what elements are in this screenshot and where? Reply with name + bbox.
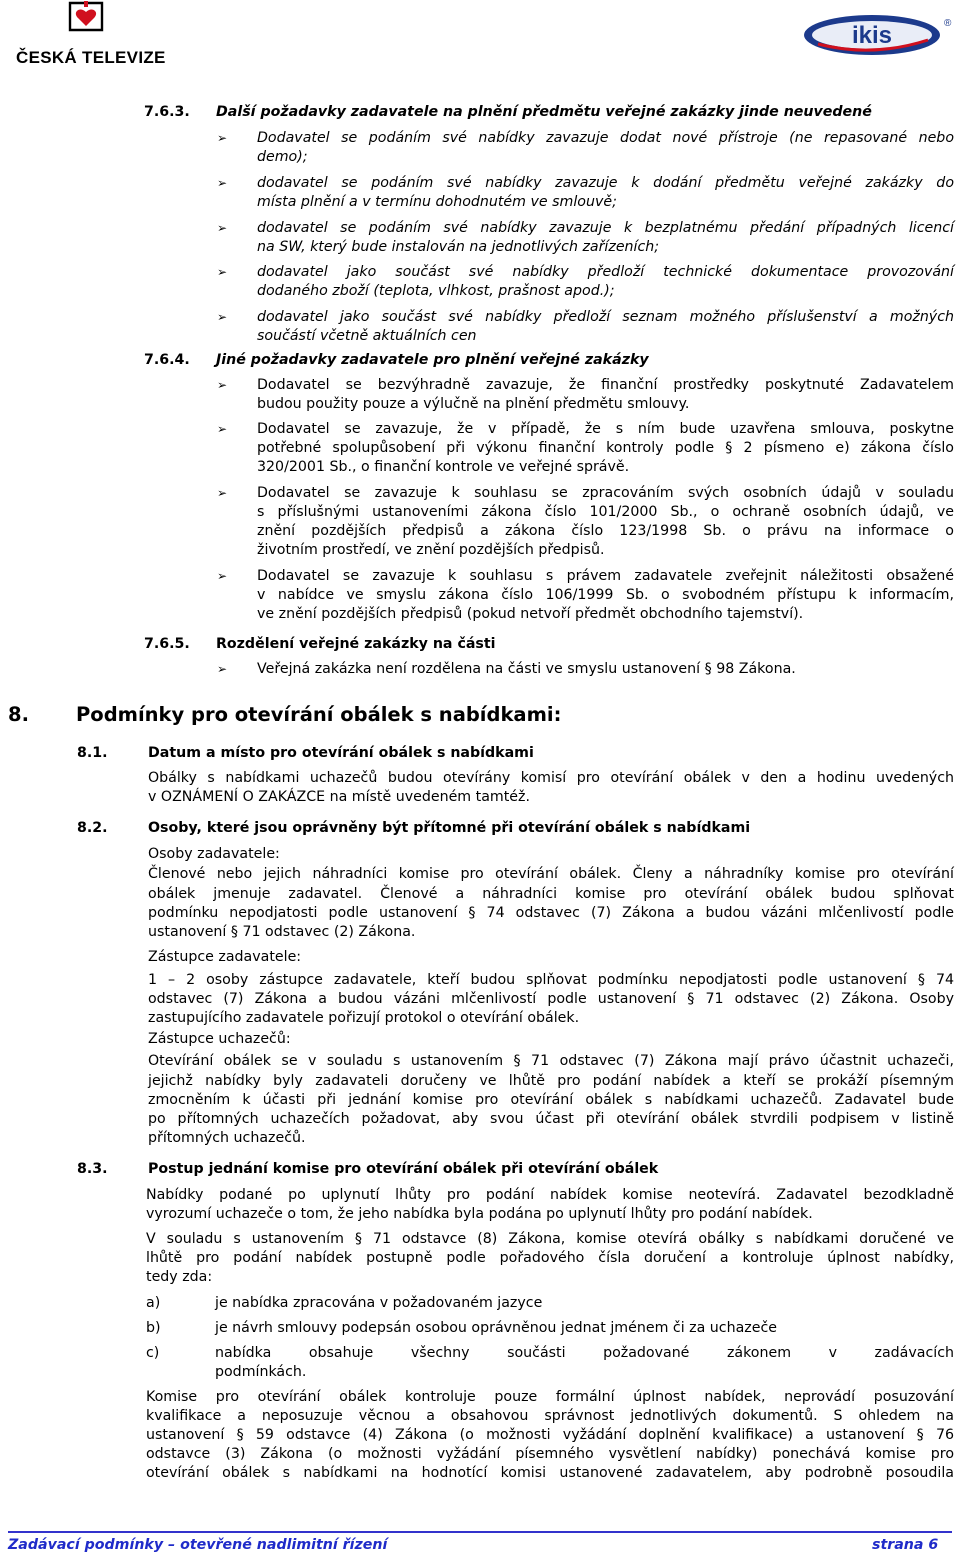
text-line: dodavatel jako součást své nabídky předloží seznam možného příslušenství a možných [257, 309, 954, 325]
text-line: podmínku nepodjatosti podle ustanovení § 74 odstavec (7) Zákona a budou vázáni mlčenlivostí podle [148, 905, 954, 921]
text-line: Další požadavky zadavatele na plnění předmětu veřejné zakázky jinde neuvedené [216, 104, 872, 120]
bullet-arrow-icon: ➢ [217, 569, 228, 583]
text-line: Členové nebo jejich náhradníci komise pro otevírání obálek. Členy a náhradníky komise pro otevírání [148, 866, 954, 882]
text-line: 320/2001 Sb., o finanční kontrole ve veřejné správě. [257, 459, 630, 475]
text-line: součástí včetně aktuálních cen [257, 328, 477, 344]
text-line: Zástupce zadavatele: [148, 949, 302, 965]
text-line: zastupujícího zadavatele pořizují protokol o otevírání obálek. [148, 1010, 580, 1026]
ceska-televize-logo-text: ČESKÁ TELEVIZE [16, 48, 166, 67]
text-line: demo); [257, 149, 308, 165]
bullet-arrow-icon: ➢ [217, 176, 228, 190]
text-line: na SW, který bude instalován na jednotlivých zařízeních; [257, 239, 660, 255]
text-line: znění pozdějších předpisů a zákona číslo 123/1998 Sb. o právu na informace o [257, 523, 954, 539]
bullet-arrow-icon: ➢ [217, 310, 228, 324]
text-line: Zástupce uchazečů: [148, 1031, 291, 1047]
text-line: místa plnění a v termínu dohodnutém ve smlouvě; [257, 194, 617, 210]
text-line: a) [146, 1295, 161, 1311]
bullet-arrow-icon: ➢ [217, 422, 228, 436]
ceska-televize-logo-icon [66, 0, 106, 42]
text-line: zmocněním k účasti při jednání komise pro otevírání obálek s nabídkami uchazečů. Zadavatel bude [148, 1092, 954, 1108]
text-line: ustanovení § 59 odstavce (4) Zákona (o možnosti vyžádání doplnění kvalifikace) a ustanovení § 76 [146, 1427, 954, 1443]
text-line: Rozdělení veřejné zakázky na části [216, 636, 496, 652]
text-line: otevírání obálek s nabídkami na hodnotící komisi ustanovené zadavatelem, aby podrobně posoudila [146, 1465, 954, 1481]
text-line: s příslušnými ustanoveními zákona číslo 101/2000 Sb., o ochraně osobních údajů, ve [257, 504, 954, 520]
text-line: odstavce (3) Zákona (o možnosti vyžádání písemného vysvětlení nabídky) ponechává komise pro [146, 1446, 954, 1462]
text-line: je nabídka zpracována v požadovaném jazyce [215, 1295, 543, 1311]
text-line: dodaného zboží (teplota, vlhkost, prašnost apod.); [257, 283, 615, 299]
text-line: V souladu s ustanovením § 71 odstavce (8) Zákona, komise otevírá obálky s nabídkami doručené ve [146, 1231, 954, 1247]
text-line: kvalifikace a neposuzuje věcnou a obsahovou správnost jednotlivých dokumentů. S ohledem na [146, 1408, 954, 1424]
text-line: Dodavatel se zavazuje, že v případě, že s ním bude uzavřena smlouva, poskytne [257, 421, 954, 437]
text-line: Datum a místo pro otevírání obálek s nabídkami [148, 745, 534, 761]
footer-page-number: strana 6 [872, 1537, 939, 1553]
text-line: b) [146, 1320, 161, 1336]
text-line: Dodavatel se podáním své nabídky zavazuje dodat nové přístroje (ne repasované nebo [257, 130, 954, 146]
text-line: Dodavatel se zavazuje k souhlasu s právem zadavatele zveřejnit náležitosti obsažené [257, 568, 954, 584]
text-line: přítomných uchazečů. [148, 1130, 306, 1146]
bullet-arrow-icon: ➢ [217, 378, 228, 392]
text-line: Podmínky pro otevírání obálek s nabídkami: [76, 703, 562, 726]
text-line: obálek jmenuje zadavatel. Členové a náhradníci komise pro otevírání obálek budou splňovat [148, 886, 954, 902]
text-line: po přítomných uchazečích požadovat, aby svou účast při otevírání obálek stvrdili podpisem v listině [148, 1111, 954, 1127]
text-line: Postup jednání komise pro otevírání obálek při otevírání obálek [148, 1161, 659, 1177]
text-line: Nabídky podané po uplynutí lhůty pro podání nabídek komise neotevírá. Zadavatel bezodkladně [146, 1187, 954, 1203]
text-line: 7.6.4. [144, 352, 190, 368]
bullet-arrow-icon: ➢ [217, 265, 228, 279]
text-line: Dodavatel se zavazuje k souhlasu se zpracováním svých osobních údajů v souladu [257, 485, 954, 501]
ikis-logo [800, 10, 952, 60]
page-header [0, 0, 960, 80]
text-line: ve znění pozdějších předpisů (pokud netvoří předmět obchodního tajemství). [257, 606, 804, 622]
text-line: budou použity pouze a výlučně na plnění předmětu smlouvy. [257, 396, 690, 412]
text-line: lhůtě pro podání nabídek postupně podle pořadového čísla doručení a kontroluje úplnost nabídky, [146, 1250, 954, 1266]
footer-title: Zadávací podmínky – otevřené nadlimitní řízení [8, 1537, 388, 1553]
text-line: ustanovení § 71 odstavec (2) Zákona. [148, 924, 416, 940]
text-line: Jiné požadavky zadavatele pro plnění veřejné zakázky [216, 352, 649, 368]
text-line: odstavec (7) Zákona a budou vázáni mlčenlivostí podle ustanovení § 71 odstavec (2) Zákona. Osoby [148, 991, 954, 1007]
text-line: 8.1. [77, 745, 108, 761]
bullet-arrow-icon: ➢ [217, 486, 228, 500]
text-line: vyrozumí uchazeče o tom, že jeho nabídka byla podána po uplynutí lhůty pro podání nabídek. [146, 1206, 813, 1222]
text-line: dodavatel se podáním své nabídky zavazuje k dodání předmětu veřejné zakázky do [257, 175, 954, 191]
text-line: 1 – 2 osoby zástupce zadavatele, kteří budou splňovat podmínku nepodjatosti podle ustanovení § 74 [148, 972, 954, 988]
text-line: životním prostředí, ve znění pozdějších předpisů. [257, 542, 605, 558]
text-line: Osoby, které jsou oprávněny být přítomné při otevírání obálek s nabídkami [148, 820, 751, 836]
text-line: podmínkách. [215, 1364, 307, 1380]
text-line: Otevírání obálek se v souladu s ustanovením § 71 odstavec (7) Zákona mají právo účastnit uchazeči, [148, 1053, 954, 1069]
text-line: Komise pro otevírání obálek kontroluje pouze formální úplnost nabídek, neprovádí posuzování [146, 1389, 954, 1405]
ikis-logo-reg: ® [944, 18, 952, 29]
bullet-arrow-icon: ➢ [217, 131, 228, 145]
text-line: 7.6.3. [144, 104, 190, 120]
ikis-logo-text: ikis [851, 22, 893, 49]
text-line: nabídka obsahuje všechny součásti požadované zákonem v zadávacích [215, 1345, 954, 1361]
text-line: potřebné spolupůsobení při výkonu finanční kontroly podle § 2 písmeno e) zákona číslo [257, 440, 954, 456]
text-line: Obálky s nabídkami uchazečů budou otevírány komisí pro otevírání obálek v den a hodinu uvedených [148, 770, 954, 786]
text-line: c) [146, 1345, 160, 1361]
text-line: tedy zda: [146, 1269, 213, 1285]
text-line: v nabídce ve smyslu zákona číslo 106/1999 Sb. o svobodném přístupu k informacím, [257, 587, 954, 603]
text-line: Veřejná zakázka není rozdělena na části ve smyslu ustanovení § 98 Zákona. [257, 661, 796, 677]
ceska-televize-logo [8, 0, 178, 70]
text-line: 8.2. [77, 820, 108, 836]
text-line: Dodavatel se bezvýhradně zavazuje, že finanční prostředky poskytnuté Zadavatelem [257, 377, 954, 393]
text-line: v OZNÁMENÍ O ZAKÁZCE na místě uvedeném tamtéž. [148, 789, 530, 805]
text-line: 8.3. [77, 1161, 108, 1177]
text-line: 8. [8, 703, 29, 726]
text-line: je návrh smlouvy podepsán osobou oprávněnou jednat jménem či za uchazeče [215, 1320, 777, 1336]
text-line: Osoby zadavatele: [148, 846, 280, 862]
text-line: 7.6.5. [144, 636, 190, 652]
text-line: dodavatel se podáním své nabídky zavazuje k bezplatnému předání případných licencí [257, 220, 954, 236]
bullet-arrow-icon: ➢ [217, 221, 228, 235]
footer-divider [8, 1531, 952, 1533]
text-line: jejichž nabídky byly zadavateli doručeny ve lhůtě pro podání nabídek a kteří se prokáží písemným [148, 1073, 954, 1089]
bullet-arrow-icon: ➢ [217, 662, 228, 676]
text-line: dodavatel jako součást své nabídky předloží technické dokumentace provozování [257, 264, 954, 280]
